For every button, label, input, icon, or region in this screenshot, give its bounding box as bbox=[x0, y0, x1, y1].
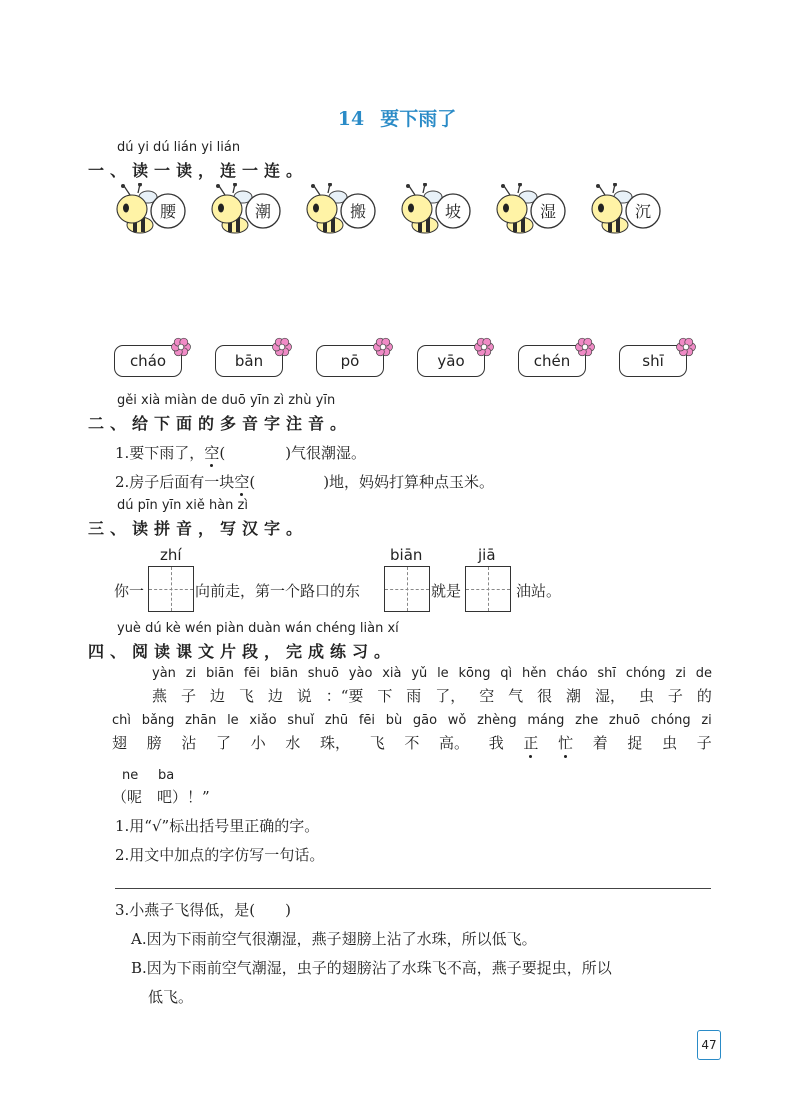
passage-pinyin: wǒ bbox=[447, 713, 467, 728]
passage-pinyin: cháo bbox=[556, 666, 588, 681]
sentence-part-3: 就是 bbox=[431, 582, 462, 600]
passage-char: 虫 bbox=[638, 687, 654, 705]
passage-pinyin: biān bbox=[269, 666, 298, 681]
section4-pinyin: yuè dú kè wén piàn duàn wán chéng liàn xí bbox=[117, 621, 399, 636]
passage-char: 子 bbox=[696, 734, 712, 752]
passage-char: 翅 bbox=[112, 734, 128, 752]
passage-pinyin: qì bbox=[500, 666, 513, 681]
flower-icon bbox=[171, 337, 191, 357]
passage-char: 水 bbox=[285, 734, 301, 752]
page-title bbox=[0, 104, 794, 131]
sentence-part-4: 油站。 bbox=[516, 582, 562, 600]
passage-char: 雨 bbox=[406, 687, 422, 705]
bee-card[interactable] bbox=[203, 183, 281, 241]
flower-icon bbox=[575, 337, 595, 357]
bee-card[interactable] bbox=[583, 183, 661, 241]
pinyin-text: bān bbox=[234, 352, 264, 370]
pinyin-box[interactable] bbox=[114, 345, 182, 377]
blank-pinyin-zhi: zhí bbox=[160, 546, 182, 564]
passage-char: ：“要 bbox=[325, 687, 364, 705]
pinyin-box[interactable] bbox=[619, 345, 687, 377]
pinyin-text: chén bbox=[533, 352, 571, 370]
option-b[interactable]: B.因为下雨前空气潮湿，虫子的翅膀沾了水珠飞不高，燕子要捉虫，所以 bbox=[131, 959, 612, 977]
passage-pinyin: shī bbox=[597, 666, 617, 681]
dotted-char: 空 bbox=[234, 473, 250, 491]
passage-char: 子 bbox=[180, 687, 196, 705]
section1-heading: 一、读一读，连一连。 bbox=[88, 161, 309, 180]
pinyin-box[interactable] bbox=[518, 345, 586, 377]
bee-character: 坡 bbox=[444, 202, 461, 221]
pinyin-text: pō bbox=[340, 352, 360, 370]
section3-heading: 三、读拼音，写汉字。 bbox=[88, 519, 309, 538]
passage-pinyin: shuō bbox=[307, 666, 339, 681]
writing-grid-1[interactable] bbox=[148, 566, 194, 612]
passage-pinyin: bǎng bbox=[141, 713, 175, 728]
lesson-title: 要下雨了 bbox=[380, 108, 457, 130]
task-1: 1.用“√”标出括号里正确的字。 bbox=[115, 817, 320, 835]
writing-grid-3[interactable] bbox=[465, 566, 511, 612]
section3-pinyin: dú pīn yīn xiě hàn zì bbox=[117, 498, 248, 513]
passage-pinyin: hěn bbox=[521, 666, 547, 681]
flower-icon bbox=[272, 337, 292, 357]
passage-char: 高。 bbox=[439, 734, 470, 752]
dotted-char: 空 bbox=[204, 444, 220, 462]
passage-pinyin: chì bbox=[112, 713, 131, 728]
blank-pinyin-bian: biān bbox=[390, 546, 423, 564]
passage-pinyin: xiǎo bbox=[249, 713, 277, 728]
passage-pinyin: yàn bbox=[152, 666, 176, 681]
passage-line-2 bbox=[112, 713, 712, 753]
page-number: 47 bbox=[697, 1030, 721, 1060]
option-b-cont: 低飞。 bbox=[148, 988, 194, 1006]
passage-pinyin: biān bbox=[205, 666, 235, 681]
passage-pinyin: shuǐ bbox=[287, 713, 315, 728]
passage-pinyin: zhuō bbox=[608, 713, 641, 728]
passage-char: 空 bbox=[479, 687, 495, 705]
bee-character: 湿 bbox=[539, 202, 556, 221]
bee-character: 沉 bbox=[634, 202, 651, 221]
pinyin-box[interactable] bbox=[316, 345, 384, 377]
passage-pinyin: yǔ bbox=[411, 666, 428, 681]
lesson-number: 14 bbox=[337, 108, 365, 130]
passage-char: 飞 bbox=[369, 734, 385, 752]
sentence-part-1: 你一 bbox=[114, 582, 145, 600]
passage-pinyin: zhān bbox=[185, 713, 217, 728]
passage-char: 忙 bbox=[558, 734, 574, 752]
passage-pinyin: fēi bbox=[358, 713, 376, 728]
pinyin-text: yāo bbox=[437, 352, 465, 370]
flower-icon bbox=[373, 337, 393, 357]
passage-pinyin: de bbox=[695, 666, 712, 681]
task-3: 3.小燕子飞得低，是( ) bbox=[115, 901, 292, 919]
passage-line-3: （呢 吧）！” bbox=[112, 788, 210, 806]
option-a[interactable]: A.因为下雨前空气很潮湿，燕子翅膀上沾了水珠，所以低飞。 bbox=[131, 930, 537, 948]
passage-char: 珠， bbox=[320, 734, 351, 752]
bee-card[interactable] bbox=[298, 183, 376, 241]
passage-char: 下 bbox=[377, 687, 393, 705]
passage-pinyin: zi bbox=[701, 713, 712, 728]
passage-char: 膀 bbox=[146, 734, 162, 752]
passage-char: 小 bbox=[250, 734, 266, 752]
bee-card[interactable] bbox=[393, 183, 471, 241]
passage-char: 边 bbox=[209, 687, 225, 705]
writing-grid-2[interactable] bbox=[384, 566, 430, 612]
passage-pinyin: zhèng bbox=[477, 713, 517, 728]
passage-pinyin: gāo bbox=[412, 713, 438, 728]
passage-char: 湿， bbox=[595, 687, 626, 705]
passage-pinyin: chóng bbox=[650, 713, 691, 728]
passage-line-3-pinyin-ne: ne bbox=[122, 768, 139, 783]
passage-char: 捉 bbox=[627, 734, 643, 752]
section2-pinyin: gěi xià miàn de duō yīn zì zhù yīn bbox=[117, 393, 336, 408]
passage-pinyin: kōng bbox=[458, 666, 491, 681]
pinyin-text: shī bbox=[642, 352, 664, 370]
passage-pinyin: zhū bbox=[324, 713, 349, 728]
bee-card[interactable] bbox=[488, 183, 566, 241]
passage-char: 边 bbox=[267, 687, 283, 705]
passage-char: 了， bbox=[435, 687, 466, 705]
passage-line-3-pinyin-ba: ba bbox=[158, 768, 175, 783]
passage-char: 说 bbox=[296, 687, 312, 705]
passage-char: 飞 bbox=[238, 687, 254, 705]
passage-char: 了 bbox=[216, 734, 232, 752]
flower-icon bbox=[474, 337, 494, 357]
passage-char: 着 bbox=[592, 734, 608, 752]
passage-pinyin: fēi bbox=[243, 666, 261, 681]
pinyin-box[interactable] bbox=[417, 345, 485, 377]
passage-char: 沾 bbox=[181, 734, 197, 752]
passage-char: 不 bbox=[404, 734, 420, 752]
passage-pinyin: chóng bbox=[625, 666, 666, 681]
answer-line[interactable] bbox=[115, 888, 711, 889]
section1-pinyin: dú yi dú lián yi lián bbox=[117, 140, 241, 155]
passage-char: 正 bbox=[523, 734, 539, 752]
passage-pinyin: zhe bbox=[575, 713, 599, 728]
bee-card[interactable] bbox=[108, 183, 186, 241]
task-2: 2.用文中加点的字仿写一句话。 bbox=[115, 846, 325, 864]
passage-char: 我 bbox=[488, 734, 504, 752]
question-2-2: 2.房子后面有一块空( )地，妈妈打算种点玉米。 bbox=[115, 473, 495, 491]
blank-pinyin-jia: jiā bbox=[478, 546, 496, 564]
passage-char: 的 bbox=[696, 687, 712, 705]
section4-heading: 四、阅读课文片段，完成练习。 bbox=[88, 642, 397, 661]
passage-pinyin: xià bbox=[382, 666, 402, 681]
passage-pinyin: bù bbox=[385, 713, 403, 728]
passage-pinyin: máng bbox=[527, 713, 565, 728]
passage-char: 燕 bbox=[152, 687, 168, 705]
passage-pinyin: le bbox=[437, 666, 449, 681]
passage-pinyin: yào bbox=[348, 666, 373, 681]
passage-char: 虫 bbox=[662, 734, 678, 752]
passage-pinyin: zi bbox=[185, 666, 197, 681]
passage-char: 子 bbox=[667, 687, 683, 705]
flower-icon bbox=[676, 337, 696, 357]
pinyin-box[interactable] bbox=[215, 345, 283, 377]
question-2-1: 1.要下雨了，空( )气很潮湿。 bbox=[115, 444, 367, 462]
bee-character: 腰 bbox=[159, 202, 176, 221]
sentence-part-2: 向前走，第一个路口的东 bbox=[195, 582, 361, 600]
passage-pinyin: zi bbox=[675, 666, 686, 681]
passage-char: 很 bbox=[537, 687, 553, 705]
passage-pinyin: le bbox=[227, 713, 239, 728]
passage-char: 气 bbox=[508, 687, 524, 705]
bee-character: 潮 bbox=[254, 202, 271, 221]
passage-line-1 bbox=[152, 666, 712, 706]
bee-character: 搬 bbox=[349, 202, 366, 221]
passage-char: 潮 bbox=[566, 687, 582, 705]
pinyin-text: cháo bbox=[129, 352, 167, 370]
section2-heading: 二、给下面的多音字注音。 bbox=[88, 414, 353, 433]
